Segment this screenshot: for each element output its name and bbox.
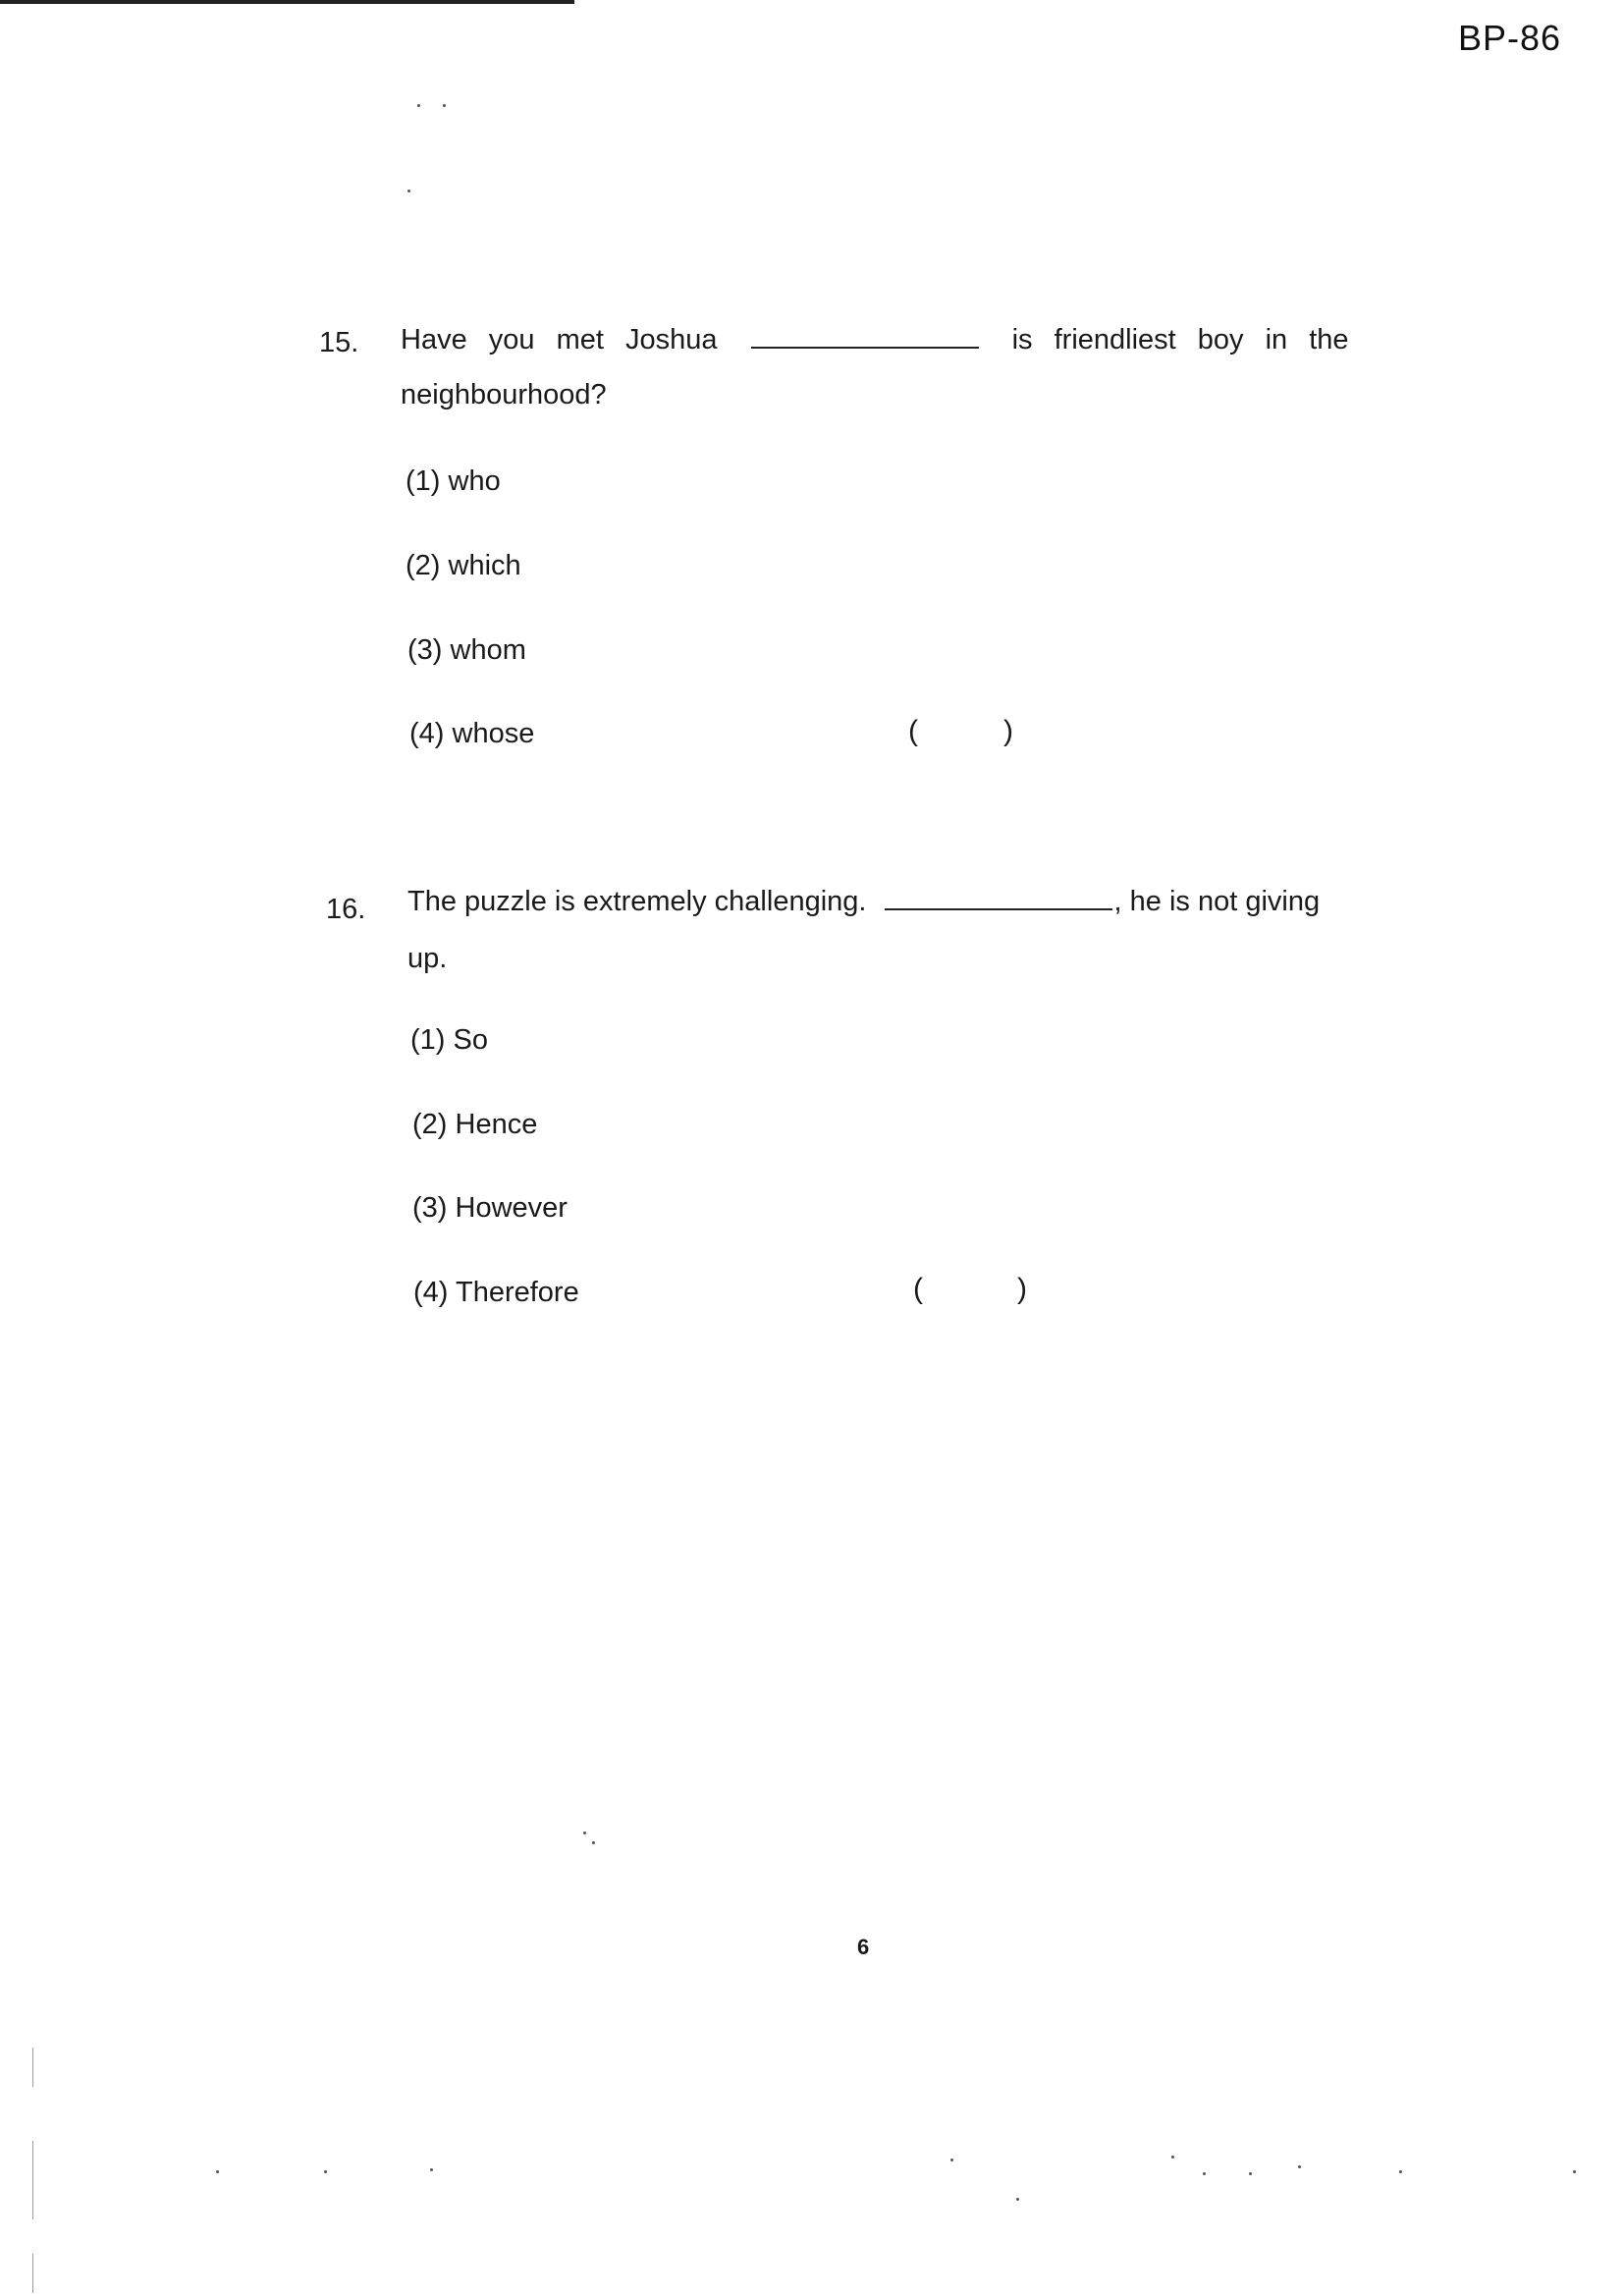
scan-edge-line [32,2254,33,2293]
scan-speck [407,190,410,192]
scan-speck [216,2170,219,2173]
scan-speck [1203,2172,1206,2175]
scan-speck [324,2170,327,2173]
scan-speck [583,1831,586,1834]
answer-blank [751,347,979,349]
option-2: (2) Hence [412,1109,538,1140]
option-4: (4) Therefore [413,1277,579,1308]
question-text-continued: up. [407,943,448,974]
answer-paren-close: ) [1003,715,1013,747]
answer-paren-open: ( [908,715,918,747]
answer-paren-open: ( [913,1273,923,1305]
scan-speck [430,2168,433,2171]
scan-edge-line [32,2048,33,2087]
question-number: 15. [319,327,359,358]
scan-speck [1399,2170,1402,2173]
option-4: (4) whose [409,718,535,749]
scan-speck [1573,2170,1576,2173]
scan-speck [592,1841,595,1844]
question-text [401,324,1349,356]
scan-speck [1016,2198,1019,2201]
scan-speck [1298,2165,1301,2168]
scan-speck [950,2159,953,2161]
scan-speck [417,104,420,107]
question-text-before: The puzzle is extremely challenging. [407,886,867,917]
scan-speck [443,104,446,107]
question-text-before: Have you met Joshua [401,324,718,355]
option-1: (1) who [406,465,501,497]
option-3: (3) However [412,1192,568,1224]
scan-speck [1249,2172,1252,2175]
question-text-after: , he is not giving [1113,886,1321,917]
scan-edge-line [32,2141,33,2219]
option-2: (2) which [406,550,521,581]
question-text-after: is friendliest boy in the [1011,324,1349,355]
page-number: 6 [857,1935,870,1959]
option-3: (3) whom [407,634,526,666]
question-text [407,886,1320,918]
paper-code: BP-86 [1458,18,1562,58]
option-1: (1) So [410,1024,488,1056]
question-number: 16. [326,894,366,925]
question-text-continued: neighbourhood? [401,379,607,410]
top-rule [0,0,574,4]
answer-blank [885,908,1112,910]
answer-paren-close: ) [1017,1273,1027,1305]
scan-speck [1171,2156,1174,2159]
